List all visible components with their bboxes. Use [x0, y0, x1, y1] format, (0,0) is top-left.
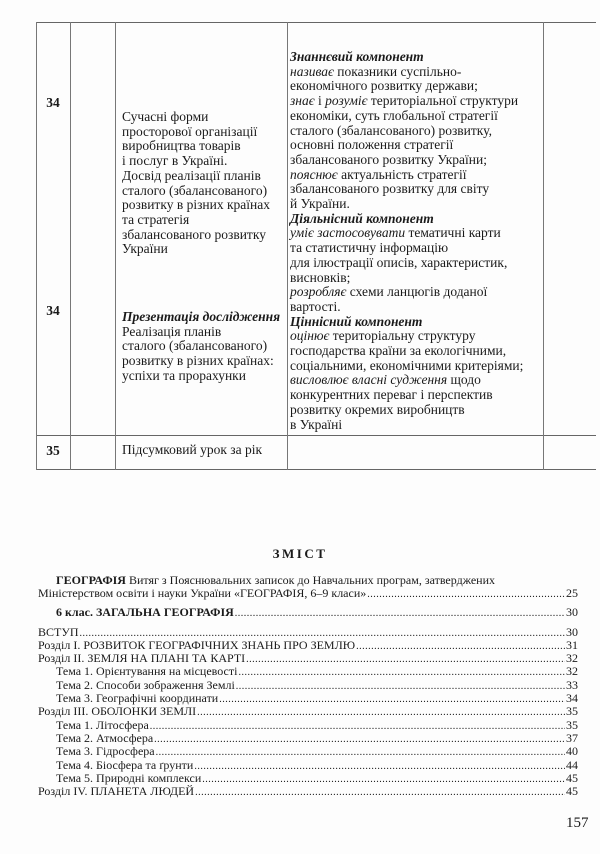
- lesson-number: 34: [46, 303, 60, 318]
- table-of-contents: [38, 574, 578, 798]
- topic-line: збалансованого розвитку: [122, 226, 266, 242]
- toc-intro: ГЕОГРАФІЯ Витяг з Пояснювальних записок до Навчальних програм, затверджених: [56, 573, 495, 587]
- activity-heading: Діяльнісний компонент: [290, 210, 434, 226]
- lesson-topic: [122, 443, 262, 458]
- toc-entry[interactable]: ВСТУП ..... 30: [38, 626, 578, 639]
- toc-entry[interactable]: Міністерством освіти і науки України «ГЕОГРАФІЯ, 6–9 класи» ..... 25: [38, 587, 578, 600]
- topic-line: і послуг в Україні.: [122, 153, 228, 169]
- toc-entry[interactable]: Розділ ІІ. ЗЕМЛЯ НА ПЛАНІ ТА КАРТІ ..... 32: [38, 652, 578, 665]
- page-number: 157: [566, 815, 589, 831]
- curriculum-table: [36, 22, 596, 469]
- toc-entry[interactable]: Тема 1. Орієнтування на місцевості ..... 32: [38, 665, 578, 678]
- lesson-number: 35: [46, 443, 60, 458]
- topic-line: розвитку в різних країнах: [122, 197, 270, 213]
- toc-entry[interactable]: Розділ ІІІ. ОБОЛОНКИ ЗЕМЛІ ..... 35: [38, 705, 578, 718]
- toc-entry[interactable]: Тема 1. Літосфера ..... 35: [38, 719, 578, 732]
- topic-line: Підсумковий урок за рік: [122, 442, 263, 457]
- topic-line: успіхи та прорахунки: [122, 367, 246, 383]
- col-border: [36, 22, 37, 470]
- topic-line: просторової організації: [122, 123, 258, 139]
- topic-line: сталого (збалансованого): [122, 338, 268, 354]
- lesson-number: 34: [46, 95, 60, 110]
- topic-line: розвитку в різних країнах:: [122, 353, 274, 369]
- topic-heading: Презентація дослідження: [122, 309, 281, 324]
- col-border: [70, 22, 71, 470]
- knowledge-heading: Знаннєвий компонент: [290, 49, 424, 64]
- toc-entry-grade[interactable]: 6 клас. ЗАГАЛЬНА ГЕОГРАФІЯ ..... 30: [38, 606, 578, 619]
- col-border: [115, 22, 116, 470]
- topic-line: Реалізація планів: [122, 323, 222, 339]
- toc-entry[interactable]: Тема 2. Способи зображення Землі ..... 33: [38, 679, 578, 692]
- topic-line: виробництва товарів: [122, 138, 241, 154]
- toc-title: ЗМІСТ: [272, 546, 328, 561]
- topic-line: України: [122, 241, 168, 257]
- table-top-border: [36, 22, 596, 23]
- row-divider: [36, 435, 596, 436]
- topic-line: Сучасні форми: [122, 109, 209, 124]
- toc-entry[interactable]: Тема 3. Гідросфера ..... 40: [38, 745, 578, 758]
- toc-entry[interactable]: Розділ І. РОЗВИТОК ГЕОГРАФІЧНИХ ЗНАНЬ ПРО ЗЕМЛЮ ..... 31: [38, 639, 578, 652]
- learning-outcomes: Знаннєвий компонент називає показники суспільно- економічного розвитку держави; знає і розуміє територіальної структури економіки, суть глобальної стратегії сталого (збалансованого) розвитку, основні положення стратегії збалансованого розвитку України; пояснює актуальність стратегії збалансованого розвитку для світу й України. Діяльнісний компонент уміє застосовувати тематичні карти та статистичну інформацію для ілюстрації описів, характеристик, висновків; розробляє схеми ланцюгів доданої вартості. Ціннісний компонент оцінює територіальну структуру господарства країни за екологічними, соціальними, економічними критеріями; висловлює власні судження щодо конкурентних переваг і перспектив розвитку окремих виробництв в Україні: [290, 50, 545, 432]
- toc-entry[interactable]: Тема 3. Географічні координати ..... 34: [38, 692, 578, 705]
- topic-line: та стратегія: [122, 211, 190, 227]
- toc-entry[interactable]: Тема 2. Атмосфера ..... 37: [38, 732, 578, 745]
- col-border: [287, 22, 288, 470]
- lesson-topic: [122, 110, 270, 257]
- table-bottom-border: [36, 469, 596, 470]
- toc-entry[interactable]: Тема 4. Біосфера та ґрунти ..... 44: [38, 759, 578, 772]
- toc-entry[interactable]: Тема 5. Природні комплекси ..... 45: [38, 772, 578, 785]
- lesson-topic: [122, 310, 280, 384]
- value-heading: Ціннісний компонент: [290, 313, 423, 329]
- toc-entry[interactable]: Розділ IV. ПЛАНЕТА ЛЮДЕЙ ..... 45: [38, 785, 578, 798]
- topic-line: сталого (збалансованого): [122, 182, 268, 198]
- topic-line: Досвід реалізації планів: [122, 167, 261, 183]
